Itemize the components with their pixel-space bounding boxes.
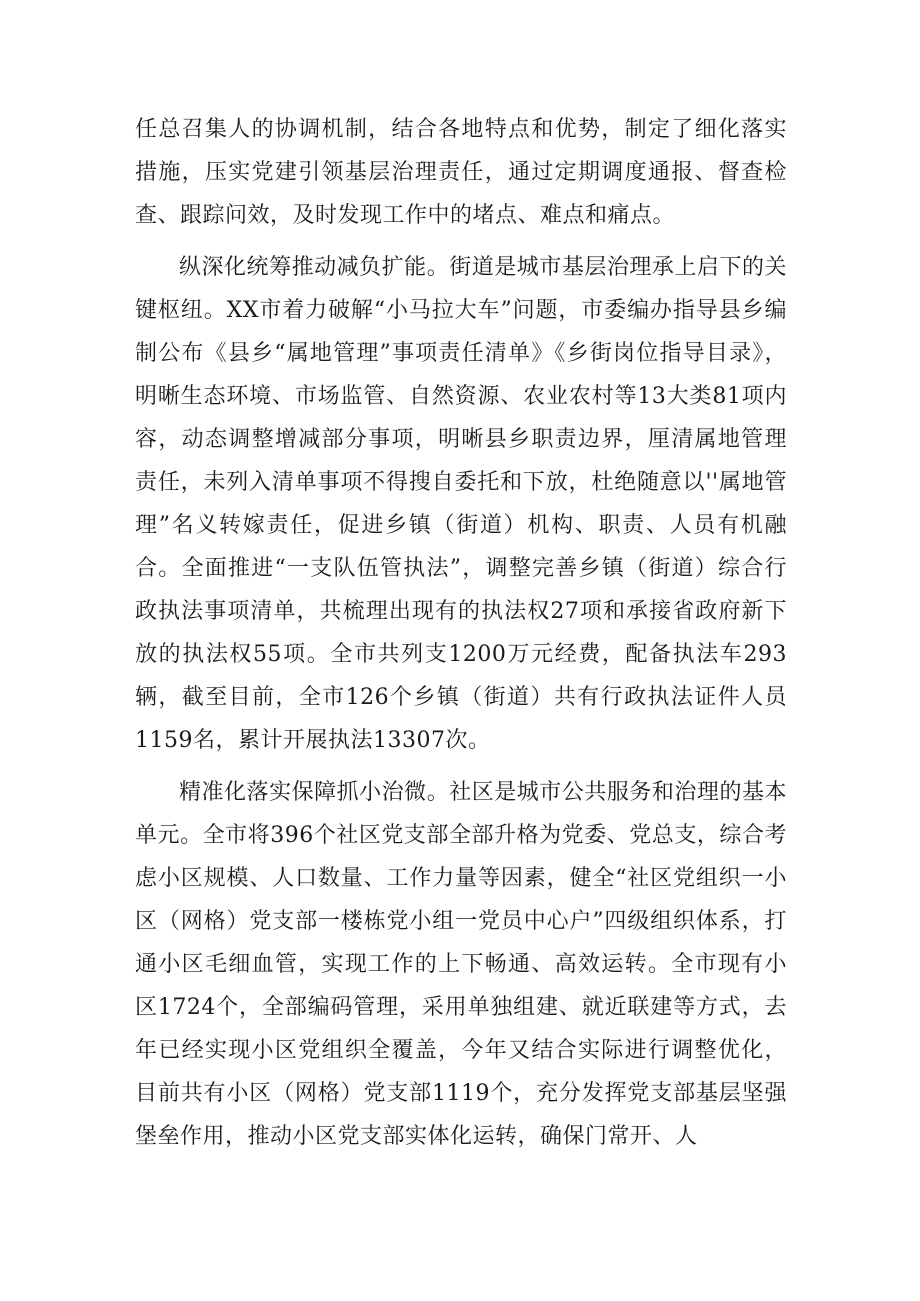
document-body	[135, 108, 787, 1167]
paragraph-3: 精准化落实保障抓小治微。社区是城市公共服务和治理的基本单元。全市将396个社区党支部全部升格为党委、党总支，综合考虑小区规模、人口数量、工作力量等因素，健全“社区党组织一小区（网格）党支部一楼栋党小组一党员中心户”四级组织体系，打通小区毛细血管，实现工作的上下畅通、高效运转。全市现有小区1724个，全部编码管理，采用单独组建、就近联建等方式，去年已经实现小区党组织全覆盖，今年又结合实际进行调整优化，目前共有小区（网格）党支部1119个，充分发挥党支部基层坚强堡垒作用，推动小区党支部实体化运转，确保门常开、人	[135, 780, 787, 1149]
paragraph-2: 纵深化统筹推动减负扩能。街道是城市基层治理承上启下的关键枢纽。XX市着力破解“小马拉大车”问题，市委编办指导县乡编制公布《县乡“属地管理”事项责任清单》《乡街岗位指导目录》，明晰生态环境、市场监管、自然资源、农业农村等13大类81项内容，动态调整增减部分事项，明晰县乡职责边界，厘清属地管理责任，未列入清单事项不得搜自委托和下放，杜绝随意以''属地管理”名义转嫁责任，促进乡镇（街道）机构、职责、人员有机融合。全面推进“一支队伍管执法”，调整完善乡镇（街道）综合行政执法事项清单，共梳理出现有的执法权27项和承接省政府新下放的执法权55项。全市共列支1200万元经费，配备执法车293辆，截至目前，全市126个乡镇（街道）共有行政执法证件人员1159名，累计开展执法13307次。	[135, 255, 787, 753]
paragraph-1: 任总召集人的协调机制，结合各地特点和优势，制定了细化落实措施，压实党建引领基层治理责任，通过定期调度通报、督查检查、跟踪问效，及时发现工作中的堵点、难点和痛点。	[135, 117, 787, 228]
